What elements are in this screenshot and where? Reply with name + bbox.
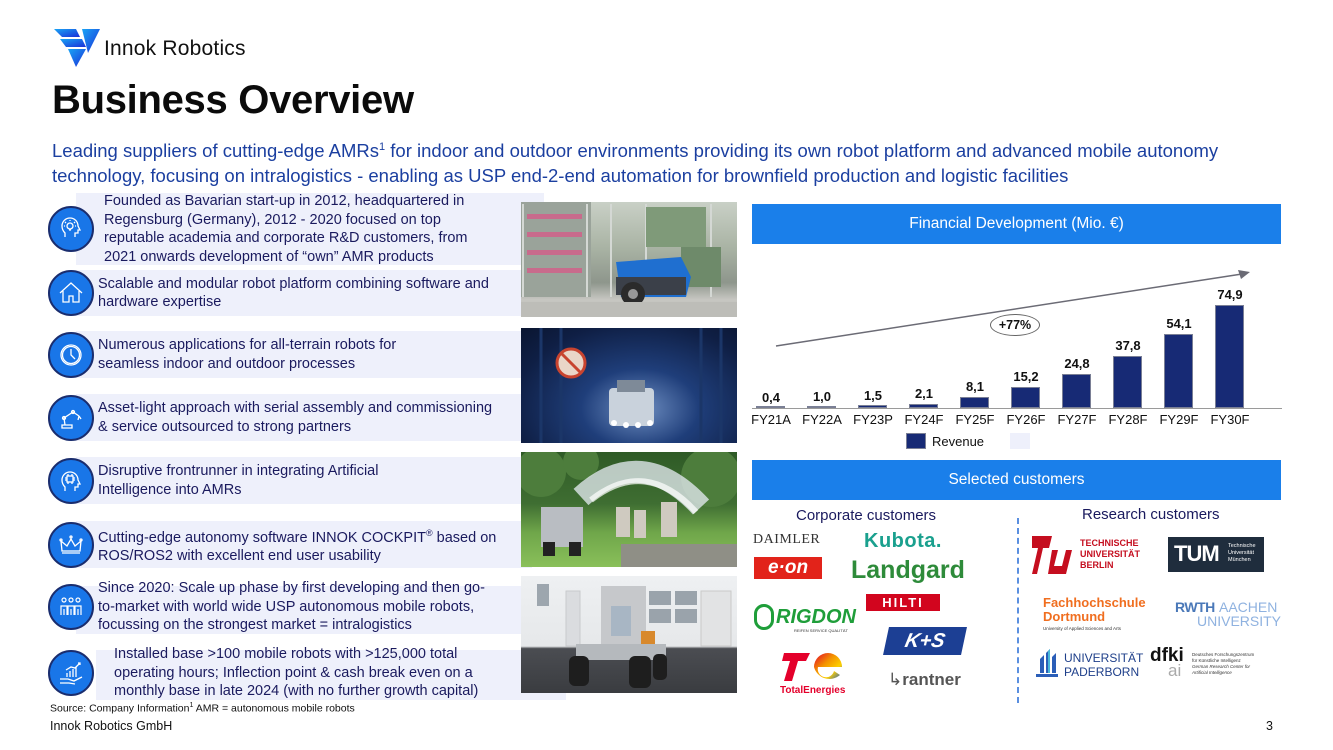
logo-uni-paderborn — [1034, 647, 1144, 681]
dfki-line3: German Research Center for — [1192, 664, 1251, 669]
head-chip-icon — [48, 458, 94, 504]
logo-hilti: HILTI — [866, 594, 940, 611]
bar-value-label: 0,4 — [761, 390, 781, 405]
tum-line3: München — [1228, 557, 1251, 563]
innok-logo-icon — [52, 27, 100, 67]
bullet-text-part: Cutting-edge autonomy software INNOK COCKPIT — [98, 529, 426, 546]
photo-robot-watering-cemetery — [521, 452, 737, 567]
clock-icon — [48, 332, 94, 378]
x-tick-label: FY30F — [1210, 412, 1250, 427]
aachen-text: AACHEN — [1219, 599, 1278, 615]
rantner-mark: ↳ — [888, 670, 903, 689]
bar-value-label: 1,0 — [812, 389, 832, 404]
robot-arm-icon — [48, 395, 94, 441]
bar-fy23p — [858, 405, 887, 408]
bar-fy24f — [909, 404, 938, 408]
bar-fy29f — [1164, 334, 1193, 408]
team-icon — [48, 584, 94, 630]
corporate-customers-heading: Corporate customers — [796, 507, 937, 524]
legend-swatch-empty — [1010, 433, 1030, 449]
legend-label: Revenue — [932, 433, 985, 449]
logo-totalenergies — [780, 645, 855, 697]
bar-value-label: 54,1 — [1166, 316, 1192, 331]
x-tick-label: FY24F — [904, 412, 944, 427]
page-title: Business Overview — [52, 78, 414, 122]
research-customers-heading: Research customers — [1082, 506, 1220, 523]
dfki-line2: für Künstliche Intelligenz — [1192, 658, 1241, 663]
bar-fy25f — [960, 397, 989, 408]
tum-mark: TUM — [1174, 541, 1219, 566]
fhd-line1: Fachhochschule — [1043, 595, 1146, 610]
bar-fy27f — [1062, 374, 1091, 408]
upb-line1: UNIVERSITÄT — [1064, 651, 1144, 665]
page-subtitle — [52, 135, 1312, 188]
tub-line3: BERLIN — [1080, 560, 1114, 570]
bar-value-label: 74,9 — [1217, 287, 1243, 302]
logo-fh-dortmund — [1043, 595, 1173, 633]
rigdon-text: RIGDON — [776, 606, 856, 628]
source-text: Source: Company Information — [50, 702, 190, 715]
x-tick-label: FY27F — [1057, 412, 1097, 427]
logo-daimler: DAIMLER — [753, 532, 821, 547]
company-logo — [52, 26, 246, 68]
registered-mark: ® — [426, 527, 433, 538]
dfki-text: dfki — [1150, 645, 1184, 666]
x-tick-label: FY25F — [955, 412, 995, 427]
subtitle-text-cont: for indoor and outdoor environments providing its own robot platform and advanced mobile autonomy technology, focusing on intralogistics - enabling as USP end-2-end automation for brownfield production and logistic facilities — [52, 140, 1219, 187]
bar-fy21a — [756, 406, 785, 408]
photo-robot-tunnel — [521, 328, 737, 443]
bar-fy22a — [807, 406, 836, 408]
bar-value-label: 24,8 — [1064, 356, 1090, 371]
footer-company-name: Innok Robotics GmbH — [50, 719, 173, 733]
legend-swatch-revenue — [906, 433, 926, 449]
rwth-text: RWTH — [1175, 599, 1215, 615]
bullet-text: Asset-light approach with serial assembly and commissioning & service outsourced to strong partners — [98, 400, 493, 435]
logo-ks: K+S — [883, 627, 967, 655]
bullet-item — [48, 394, 498, 441]
customers-divider — [1017, 518, 1019, 703]
bullet-item — [48, 193, 496, 265]
footnote-marker: 1 — [189, 702, 194, 709]
uni-paderborn-mark-icon — [1034, 647, 1060, 679]
rantner-text: rantner — [902, 670, 961, 689]
dfki-line4: Artificial Intelligence — [1192, 670, 1232, 675]
head-lightbulb-icon — [48, 206, 94, 252]
bar-fy26f — [1011, 387, 1040, 408]
x-tick-label: FY26F — [1006, 412, 1046, 427]
totalenergies-text: TotalEnergies — [780, 685, 846, 696]
financial-development-header: Financial Development (Mio. €) — [752, 204, 1281, 244]
subtitle-text: Leading suppliers of cutting-edge AMRs — [52, 140, 380, 162]
bullet-item — [48, 270, 498, 316]
bar-value-label: 8,1 — [965, 379, 985, 394]
bar-fy30f — [1215, 305, 1244, 408]
bullet-text: Numerous applications for all-terrain robots for seamless indoor and outdoor processes — [98, 337, 397, 372]
bullet-item — [48, 457, 428, 504]
selected-customers-header: Selected customers — [752, 460, 1281, 500]
logo-rwth-aachen — [1175, 599, 1282, 629]
bullet-text — [98, 524, 502, 566]
bullet-item — [48, 331, 428, 378]
logo-landgard: Landgard — [851, 556, 965, 584]
bullet-item — [48, 582, 498, 632]
x-tick-label: FY21A — [751, 412, 791, 427]
x-axis — [752, 408, 1282, 409]
bullet-text: Scalable and modular robot platform combining software and hardware expertise — [98, 275, 489, 310]
logo-dfki — [1150, 647, 1275, 683]
logo-eon: e·on — [754, 557, 822, 579]
bullet-text-part: based on ROS/ROS2 with excellent end user usability — [98, 529, 497, 564]
tu-berlin-mark-icon — [1032, 536, 1076, 576]
bullet-text: Since 2020: Scale up phase by first developing and then go-to-market with world wide USP autonomous mobile robots, focussing on the strongest market = intralogistics — [98, 580, 485, 634]
x-tick-label: FY28F — [1108, 412, 1148, 427]
footnote-definition: AMR = autonomous mobile robots — [193, 702, 355, 715]
hand-growth-chart-icon — [48, 650, 94, 696]
bullet-item — [48, 646, 504, 700]
tum-line2: Universität — [1228, 550, 1254, 556]
x-tick-label: FY22A — [802, 412, 842, 427]
dfki-line1: Deutsches Forschungszentrum — [1192, 652, 1255, 657]
dfki-ai-text: ai — [1168, 661, 1182, 680]
x-tick-label: FY23P — [853, 412, 893, 427]
crown-icon — [48, 522, 94, 568]
bullet-text: Founded as Bavarian start-up in 2012, headquartered in Regensburg (Germany), 2012 - 2020 focused on top reputable academia and corporate R&D customers, from 2021 onwards development of “own” AMR products — [104, 193, 468, 265]
rigdon-tagline: REIFEN SERVICE QUALITÄT — [794, 628, 848, 633]
logo-rantner — [888, 670, 961, 690]
photo-robot-flower-trolleys — [521, 202, 737, 317]
tub-line1: TECHNISCHE — [1080, 538, 1139, 548]
revenue-bar-chart — [752, 250, 1282, 460]
fhd-line3: University of Applied Sciences and Arts — [1043, 626, 1122, 631]
source-footnote — [50, 702, 355, 715]
bar-value-label: 2,1 — [914, 386, 934, 401]
cagr-badge: +77% — [990, 314, 1040, 336]
tum-line1: Technische — [1228, 543, 1256, 549]
university-text: UNIVERSITY — [1197, 613, 1282, 629]
fhd-line2: Dortmund — [1043, 609, 1106, 624]
logo-tum — [1168, 537, 1264, 572]
upb-line2: PADERBORN — [1064, 665, 1140, 679]
bullet-text: Installed base >100 mobile robots with >125,000 total operating hours; Inflection point & cash break even on a monthly base in late 2024 (with no further growth capital) — [114, 646, 479, 700]
chart-legend — [906, 433, 1030, 449]
logo-tu-berlin — [1032, 536, 1152, 576]
tub-line2: UNIVERSITÄT — [1080, 549, 1141, 559]
x-tick-label: FY29F — [1159, 412, 1199, 427]
totalenergies-mark-icon — [780, 645, 855, 685]
bar-value-label: 1,5 — [863, 388, 883, 403]
house-icon — [48, 270, 94, 316]
logo-rigdon — [754, 604, 864, 636]
bullet-text: Disruptive frontrunner in integrating Artificial Intelligence into AMRs — [98, 463, 379, 498]
bar-fy28f — [1113, 356, 1142, 408]
logo-text: Innok Robotics — [104, 37, 246, 60]
logo-kubota: Kubota. — [864, 530, 942, 552]
photo-robot-arm-outdoor — [521, 576, 737, 693]
bar-value-label: 15,2 — [1013, 369, 1039, 384]
footnote-marker: 1 — [379, 141, 386, 153]
bullet-item — [48, 521, 502, 568]
bar-value-label: 37,8 — [1115, 338, 1141, 353]
page-number: 3 — [1266, 719, 1273, 733]
